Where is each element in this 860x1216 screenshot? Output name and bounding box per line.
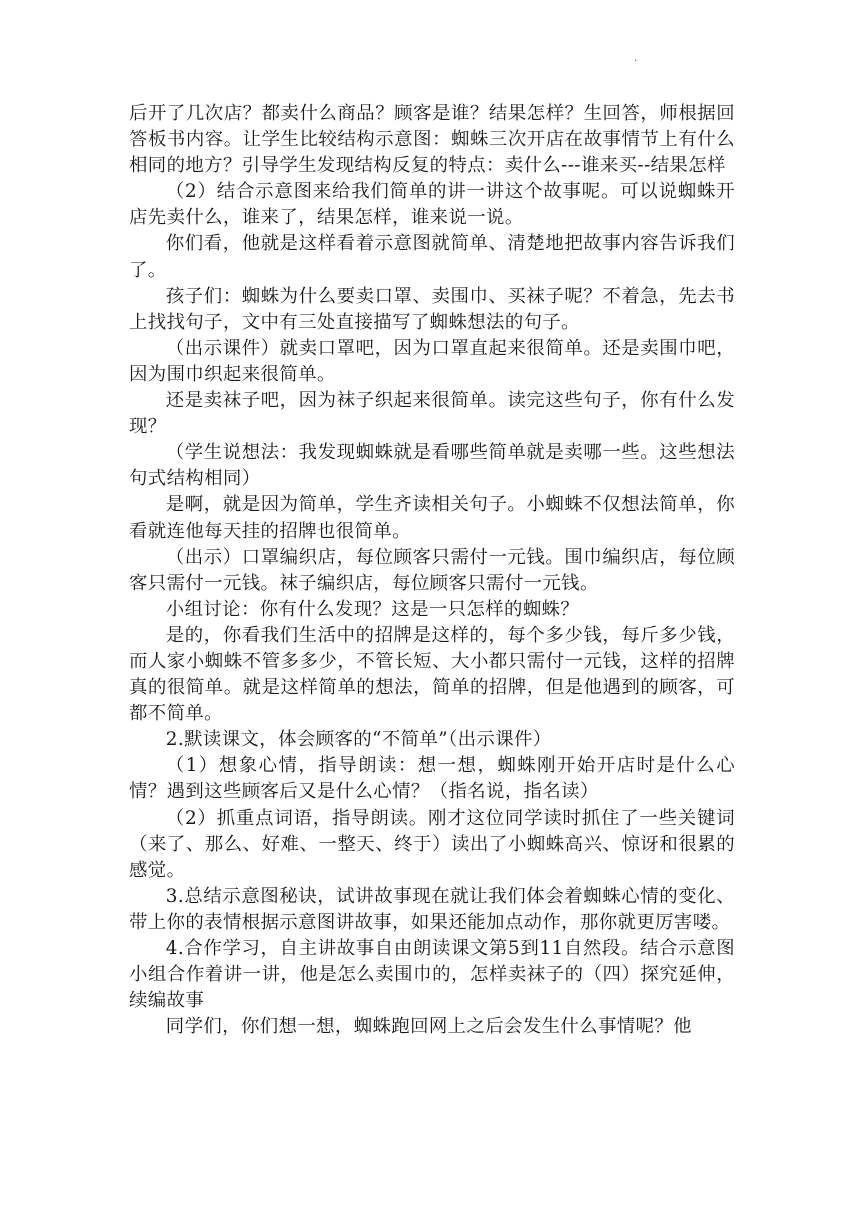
paragraph: （出示课件）就卖口罩吧，因为口罩直起来很简单。还是卖围巾吧，因为围巾织起来很简单。 [129, 337, 735, 385]
paragraph: 还是卖袜子吧，因为袜子织起来很简单。读完这些句子，你有什么发现？ [129, 390, 735, 438]
paragraph: 小组讨论：你有什么发现？这是一只怎样的蜘蛛？ [165, 598, 580, 620]
paragraph: （学生说想法：我发现蜘蛛就是看哪些简单就是卖哪一些。这些想法句式结构相同） [129, 442, 735, 490]
paragraph: 同学们，你们想一想，蜘蛛跑回网上之后会发生什么事情呢？他 [165, 1016, 692, 1038]
paragraph: 孩子们：蜘蛛为什么要卖口罩、卖围巾、买袜子呢？不着急，先去书上找找句子，文中有三处直接描写了蜘蛛想法的句子。 [129, 285, 735, 333]
paragraph: （1）想象心情，指导朗读：想一想，蜘蛛刚开始开店时是什么心情？遇到这些顾客后又是什么心情？（指名说，指名读） [129, 755, 735, 803]
paragraph: 你们看，他就是这样看着示意图就简单、清楚地把故事内容告诉我们了。 [129, 233, 735, 281]
page-mark: . [634, 53, 638, 64]
paragraph: （出示）口罩编织店，每位顾客只需付一元钱。围巾编织店，每位顾客只需付一元钱。袜子编织店，每位顾客只需付一元钱。 [129, 546, 735, 594]
paragraph: （2）结合示意图来给我们简单的讲一讲这个故事呢。可以说蜘蛛开店先卖什么，谁来了，结果怎样，谁来说一说。 [129, 181, 735, 229]
paragraph: 2.默读课文，体会顾客的“不简单”（出示课件） [165, 729, 552, 751]
paragraph: 4.合作学习，自主讲故事自由朗读课文第5到11自然段。结合示意图小组合作着讲一讲，他是怎么卖围巾的，怎样卖袜子的（四）探究延伸，续编故事 [129, 938, 735, 1012]
paragraph: 后开了几次店？都卖什么商品？顾客是谁？结果怎样？生回答，师根据回答板书内容。让学生比较结构示意图：蜘蛛三次开店在故事情节上有什么相同的地方？引导学生发现结构反复的特点：卖什么---谁来买--结果怎样 [129, 103, 735, 177]
paragraph: （2）抓重点词语，指导朗读。刚才这位同学读时抓住了一些关键词（来了、那么、好难、一整天、终于）读出了小蜘蛛高兴、惊讶和很累的感觉。 [129, 807, 735, 881]
paragraph: 是啊，就是因为简单，学生齐读相关句子。小蜘蛛不仅想法简单，你看就连他每天挂的招牌也很简单。 [129, 494, 735, 542]
document-body [129, 101, 735, 1040]
paragraph: 3.总结示意图秘诀，试讲故事现在就让我们体会着蜘蛛心情的变化、带上你的表情根据示意图讲故事，如果还能加点动作，那你就更厉害喽。 [129, 885, 735, 933]
paragraph: 是的，你看我们生活中的招牌是这样的，每个多少钱，每斤多少钱，而人家小蜘蛛不管多多少，不管长短、大小都只需付一元钱，这样的招牌真的很简单。就是这样简单的想法，简单的招牌，但是他遇到的顾客，可都不简单。 [129, 624, 735, 725]
